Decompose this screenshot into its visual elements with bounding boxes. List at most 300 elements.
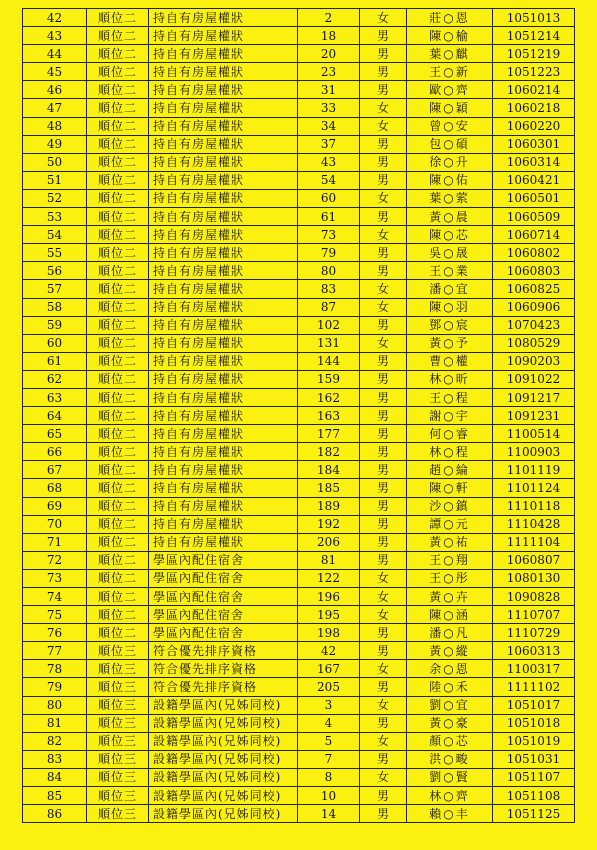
birth-date-cell: 1051223 [493, 63, 575, 81]
priority-level-cell: 順位二 [87, 99, 149, 117]
table-row [23, 696, 575, 714]
student-name-cell: 陳○涵 [407, 606, 493, 624]
category-cell: 設籍學區內(兄姊同校) [149, 696, 298, 714]
category-cell: 持自有房屋權狀 [149, 99, 298, 117]
table-row [23, 805, 575, 823]
priority-level-cell: 順位二 [87, 226, 149, 244]
student-name-cell: 林○昕 [407, 370, 493, 388]
student-name-cell: 陳○軒 [407, 479, 493, 497]
row-number-cell: 46 [23, 81, 87, 99]
row-number-cell: 81 [23, 714, 87, 732]
priority-level-cell: 順位二 [87, 27, 149, 45]
category-cell: 持自有房屋權狀 [149, 63, 298, 81]
priority-level-cell: 順位二 [87, 334, 149, 352]
draw-number-cell: 20 [298, 45, 360, 63]
birth-date-cell: 1060314 [493, 153, 575, 171]
table-row [23, 678, 575, 696]
row-number-cell: 78 [23, 660, 87, 678]
student-name-cell: 賴○丰 [407, 805, 493, 823]
category-cell: 持自有房屋權狀 [149, 45, 298, 63]
gender-cell: 男 [360, 407, 407, 425]
table-row [23, 352, 575, 370]
priority-level-cell: 順位三 [87, 750, 149, 768]
gender-cell: 男 [360, 533, 407, 551]
category-cell: 持自有房屋權狀 [149, 515, 298, 533]
priority-level-cell: 順位二 [87, 189, 149, 207]
row-number-cell: 43 [23, 27, 87, 45]
gender-cell: 男 [360, 171, 407, 189]
table-row [23, 135, 575, 153]
student-name-cell: 徐○升 [407, 153, 493, 171]
birth-date-cell: 1060220 [493, 117, 575, 135]
row-number-cell: 66 [23, 443, 87, 461]
gender-cell: 女 [360, 606, 407, 624]
table-row [23, 189, 575, 207]
priority-level-cell: 順位二 [87, 171, 149, 189]
draw-number-cell: 7 [298, 750, 360, 768]
student-name-cell: 陸○禾 [407, 678, 493, 696]
table-row [23, 515, 575, 533]
gender-cell: 女 [360, 569, 407, 587]
category-cell: 持自有房屋權狀 [149, 9, 298, 27]
student-name-cell: 洪○畯 [407, 750, 493, 768]
row-number-cell: 52 [23, 189, 87, 207]
table-row [23, 208, 575, 226]
birth-date-cell: 1051017 [493, 696, 575, 714]
priority-level-cell: 順位二 [87, 588, 149, 606]
table-row [23, 750, 575, 768]
table-row [23, 569, 575, 587]
student-name-cell: 黃○予 [407, 334, 493, 352]
birth-date-cell: 1091231 [493, 407, 575, 425]
category-cell: 持自有房屋權狀 [149, 443, 298, 461]
draw-number-cell: 43 [298, 153, 360, 171]
draw-number-cell: 184 [298, 461, 360, 479]
category-cell: 持自有房屋權狀 [149, 244, 298, 262]
birth-date-cell: 1070423 [493, 316, 575, 334]
table-row [23, 787, 575, 805]
table-row [23, 45, 575, 63]
priority-level-cell: 順位二 [87, 81, 149, 99]
draw-number-cell: 33 [298, 99, 360, 117]
gender-cell: 男 [360, 461, 407, 479]
gender-cell: 男 [360, 805, 407, 823]
row-number-cell: 58 [23, 298, 87, 316]
category-cell: 學區內配住宿舍 [149, 569, 298, 587]
table-row [23, 660, 575, 678]
draw-number-cell: 196 [298, 588, 360, 606]
priority-level-cell: 順位二 [87, 388, 149, 406]
category-cell: 持自有房屋權狀 [149, 425, 298, 443]
priority-level-cell: 順位二 [87, 153, 149, 171]
enrollment-table [22, 8, 575, 823]
table-row [23, 768, 575, 786]
category-cell: 持自有房屋權狀 [149, 388, 298, 406]
gender-cell: 女 [360, 732, 407, 750]
priority-level-cell: 順位二 [87, 443, 149, 461]
table-row [23, 370, 575, 388]
row-number-cell: 44 [23, 45, 87, 63]
birth-date-cell: 1091217 [493, 388, 575, 406]
category-cell: 持自有房屋權狀 [149, 461, 298, 479]
birth-date-cell: 1051018 [493, 714, 575, 732]
priority-level-cell: 順位二 [87, 479, 149, 497]
gender-cell: 女 [360, 117, 407, 135]
row-number-cell: 80 [23, 696, 87, 714]
birth-date-cell: 1080529 [493, 334, 575, 352]
gender-cell: 男 [360, 81, 407, 99]
row-number-cell: 63 [23, 388, 87, 406]
student-name-cell: 陳○佑 [407, 171, 493, 189]
student-name-cell: 余○恩 [407, 660, 493, 678]
row-number-cell: 60 [23, 334, 87, 352]
birth-date-cell: 1111102 [493, 678, 575, 696]
draw-number-cell: 167 [298, 660, 360, 678]
category-cell: 持自有房屋權狀 [149, 497, 298, 515]
student-name-cell: 譚○元 [407, 515, 493, 533]
gender-cell: 男 [360, 135, 407, 153]
row-number-cell: 62 [23, 370, 87, 388]
table-row [23, 732, 575, 750]
birth-date-cell: 1101124 [493, 479, 575, 497]
priority-level-cell: 順位二 [87, 63, 149, 81]
draw-number-cell: 87 [298, 298, 360, 316]
draw-number-cell: 31 [298, 81, 360, 99]
birth-date-cell: 1060421 [493, 171, 575, 189]
birth-date-cell: 1110428 [493, 515, 575, 533]
draw-number-cell: 192 [298, 515, 360, 533]
birth-date-cell: 1060301 [493, 135, 575, 153]
category-cell: 設籍學區內(兄姊同校) [149, 787, 298, 805]
draw-number-cell: 42 [298, 642, 360, 660]
draw-number-cell: 18 [298, 27, 360, 45]
table-row [23, 443, 575, 461]
student-name-cell: 陳○榆 [407, 27, 493, 45]
category-cell: 設籍學區內(兄姊同校) [149, 805, 298, 823]
table-row [23, 642, 575, 660]
draw-number-cell: 195 [298, 606, 360, 624]
gender-cell: 女 [360, 189, 407, 207]
draw-number-cell: 23 [298, 63, 360, 81]
draw-number-cell: 162 [298, 388, 360, 406]
table-row [23, 298, 575, 316]
student-name-cell: 王○翔 [407, 551, 493, 569]
priority-level-cell: 順位三 [87, 678, 149, 696]
category-cell: 持自有房屋權狀 [149, 153, 298, 171]
birth-date-cell: 1100317 [493, 660, 575, 678]
gender-cell: 男 [360, 551, 407, 569]
birth-date-cell: 1090203 [493, 352, 575, 370]
draw-number-cell: 54 [298, 171, 360, 189]
priority-level-cell: 順位三 [87, 714, 149, 732]
priority-level-cell: 順位二 [87, 515, 149, 533]
row-number-cell: 59 [23, 316, 87, 334]
row-number-cell: 54 [23, 226, 87, 244]
category-cell: 持自有房屋權狀 [149, 117, 298, 135]
category-cell: 持自有房屋權狀 [149, 479, 298, 497]
student-name-cell: 歐○齊 [407, 81, 493, 99]
row-number-cell: 48 [23, 117, 87, 135]
category-cell: 持自有房屋權狀 [149, 171, 298, 189]
gender-cell: 男 [360, 262, 407, 280]
birth-date-cell: 1060313 [493, 642, 575, 660]
student-name-cell: 何○睿 [407, 425, 493, 443]
draw-number-cell: 185 [298, 479, 360, 497]
category-cell: 持自有房屋權狀 [149, 407, 298, 425]
row-number-cell: 86 [23, 805, 87, 823]
table-row [23, 606, 575, 624]
birth-date-cell: 1051214 [493, 27, 575, 45]
priority-level-cell: 順位三 [87, 787, 149, 805]
priority-level-cell: 順位三 [87, 696, 149, 714]
category-cell: 持自有房屋權狀 [149, 189, 298, 207]
gender-cell: 男 [360, 497, 407, 515]
category-cell: 學區內配住宿舍 [149, 624, 298, 642]
row-number-cell: 77 [23, 642, 87, 660]
gender-cell: 女 [360, 660, 407, 678]
category-cell: 學區內配住宿舍 [149, 606, 298, 624]
table-row [23, 226, 575, 244]
row-number-cell: 76 [23, 624, 87, 642]
row-number-cell: 69 [23, 497, 87, 515]
row-number-cell: 74 [23, 588, 87, 606]
table-row [23, 388, 575, 406]
row-number-cell: 68 [23, 479, 87, 497]
student-name-cell: 黃○晨 [407, 208, 493, 226]
table-body [23, 9, 575, 823]
category-cell: 學區內配住宿舍 [149, 588, 298, 606]
category-cell: 持自有房屋權狀 [149, 280, 298, 298]
priority-level-cell: 順位三 [87, 805, 149, 823]
draw-number-cell: 198 [298, 624, 360, 642]
birth-date-cell: 1060509 [493, 208, 575, 226]
birth-date-cell: 1051107 [493, 768, 575, 786]
gender-cell: 女 [360, 696, 407, 714]
gender-cell: 男 [360, 27, 407, 45]
birth-date-cell: 1060501 [493, 189, 575, 207]
category-cell: 設籍學區內(兄姊同校) [149, 732, 298, 750]
student-name-cell: 王○程 [407, 388, 493, 406]
priority-level-cell: 順位三 [87, 642, 149, 660]
row-number-cell: 65 [23, 425, 87, 443]
row-number-cell: 51 [23, 171, 87, 189]
category-cell: 符合優先排序資格 [149, 660, 298, 678]
draw-number-cell: 122 [298, 569, 360, 587]
gender-cell: 女 [360, 588, 407, 606]
row-number-cell: 72 [23, 551, 87, 569]
priority-level-cell: 順位二 [87, 624, 149, 642]
table-row [23, 551, 575, 569]
birth-date-cell: 1090828 [493, 588, 575, 606]
birth-date-cell: 1110729 [493, 624, 575, 642]
table-row [23, 171, 575, 189]
roster-document [22, 8, 574, 823]
gender-cell: 男 [360, 515, 407, 533]
gender-cell: 男 [360, 714, 407, 732]
priority-level-cell: 順位二 [87, 497, 149, 515]
draw-number-cell: 102 [298, 316, 360, 334]
gender-cell: 女 [360, 334, 407, 352]
table-row [23, 244, 575, 262]
table-row [23, 714, 575, 732]
row-number-cell: 50 [23, 153, 87, 171]
priority-level-cell: 順位二 [87, 316, 149, 334]
gender-cell: 男 [360, 443, 407, 461]
table-row [23, 461, 575, 479]
category-cell: 設籍學區內(兄姊同校) [149, 750, 298, 768]
student-name-cell: 陳○芯 [407, 226, 493, 244]
gender-cell: 男 [360, 352, 407, 370]
priority-level-cell: 順位二 [87, 45, 149, 63]
draw-number-cell: 177 [298, 425, 360, 443]
category-cell: 設籍學區內(兄姊同校) [149, 768, 298, 786]
priority-level-cell: 順位二 [87, 135, 149, 153]
gender-cell: 女 [360, 226, 407, 244]
draw-number-cell: 14 [298, 805, 360, 823]
birth-date-cell: 1060807 [493, 551, 575, 569]
student-name-cell: 鄧○宸 [407, 316, 493, 334]
row-number-cell: 75 [23, 606, 87, 624]
category-cell: 符合優先排序資格 [149, 678, 298, 696]
draw-number-cell: 3 [298, 696, 360, 714]
birth-date-cell: 1110118 [493, 497, 575, 515]
birth-date-cell: 1051108 [493, 787, 575, 805]
table-row [23, 153, 575, 171]
draw-number-cell: 10 [298, 787, 360, 805]
gender-cell: 男 [360, 45, 407, 63]
birth-date-cell: 1051031 [493, 750, 575, 768]
row-number-cell: 83 [23, 750, 87, 768]
category-cell: 持自有房屋權狀 [149, 208, 298, 226]
student-name-cell: 林○程 [407, 443, 493, 461]
birth-date-cell: 1051013 [493, 9, 575, 27]
student-name-cell: 顏○芯 [407, 732, 493, 750]
priority-level-cell: 順位二 [87, 208, 149, 226]
category-cell: 持自有房屋權狀 [149, 298, 298, 316]
table-row [23, 316, 575, 334]
row-number-cell: 79 [23, 678, 87, 696]
priority-level-cell: 順位二 [87, 244, 149, 262]
student-name-cell: 潘○宜 [407, 280, 493, 298]
draw-number-cell: 61 [298, 208, 360, 226]
draw-number-cell: 144 [298, 352, 360, 370]
gender-cell: 男 [360, 479, 407, 497]
gender-cell: 男 [360, 370, 407, 388]
draw-number-cell: 131 [298, 334, 360, 352]
draw-number-cell: 2 [298, 9, 360, 27]
category-cell: 持自有房屋權狀 [149, 316, 298, 334]
gender-cell: 男 [360, 63, 407, 81]
draw-number-cell: 182 [298, 443, 360, 461]
priority-level-cell: 順位二 [87, 117, 149, 135]
draw-number-cell: 189 [298, 497, 360, 515]
gender-cell: 女 [360, 99, 407, 117]
priority-level-cell: 順位二 [87, 298, 149, 316]
draw-number-cell: 163 [298, 407, 360, 425]
priority-level-cell: 順位二 [87, 352, 149, 370]
table-row [23, 497, 575, 515]
category-cell: 符合優先排序資格 [149, 642, 298, 660]
row-number-cell: 67 [23, 461, 87, 479]
draw-number-cell: 4 [298, 714, 360, 732]
category-cell: 持自有房屋權狀 [149, 81, 298, 99]
category-cell: 設籍學區內(兄姊同校) [149, 714, 298, 732]
gender-cell: 男 [360, 750, 407, 768]
row-number-cell: 45 [23, 63, 87, 81]
table-row [23, 27, 575, 45]
table-row [23, 262, 575, 280]
student-name-cell: 謝○宇 [407, 407, 493, 425]
birth-date-cell: 1051125 [493, 805, 575, 823]
gender-cell: 男 [360, 787, 407, 805]
row-number-cell: 61 [23, 352, 87, 370]
student-name-cell: 莊○恩 [407, 9, 493, 27]
row-number-cell: 55 [23, 244, 87, 262]
row-number-cell: 85 [23, 787, 87, 805]
birth-date-cell: 1051019 [493, 732, 575, 750]
category-cell: 持自有房屋權狀 [149, 27, 298, 45]
student-name-cell: 潘○凡 [407, 624, 493, 642]
table-row [23, 334, 575, 352]
gender-cell: 男 [360, 425, 407, 443]
student-name-cell: 黃○卉 [407, 588, 493, 606]
table-row [23, 533, 575, 551]
student-name-cell: 葉○萦 [407, 189, 493, 207]
draw-number-cell: 83 [298, 280, 360, 298]
student-name-cell: 曹○權 [407, 352, 493, 370]
priority-level-cell: 順位二 [87, 606, 149, 624]
draw-number-cell: 79 [298, 244, 360, 262]
category-cell: 持自有房屋權狀 [149, 370, 298, 388]
student-name-cell: 包○碩 [407, 135, 493, 153]
student-name-cell: 吳○晟 [407, 244, 493, 262]
birth-date-cell: 1100903 [493, 443, 575, 461]
draw-number-cell: 159 [298, 370, 360, 388]
table-row [23, 280, 575, 298]
birth-date-cell: 1100514 [493, 425, 575, 443]
student-name-cell: 黃○豪 [407, 714, 493, 732]
row-number-cell: 57 [23, 280, 87, 298]
student-name-cell: 陳○穎 [407, 99, 493, 117]
priority-level-cell: 順位三 [87, 732, 149, 750]
table-row [23, 425, 575, 443]
student-name-cell: 沙○鎮 [407, 497, 493, 515]
student-name-cell: 陳○羽 [407, 298, 493, 316]
birth-date-cell: 1060803 [493, 262, 575, 280]
table-row [23, 81, 575, 99]
row-number-cell: 71 [23, 533, 87, 551]
category-cell: 持自有房屋權狀 [149, 352, 298, 370]
table-row [23, 117, 575, 135]
row-number-cell: 42 [23, 9, 87, 27]
gender-cell: 男 [360, 208, 407, 226]
birth-date-cell: 1080130 [493, 569, 575, 587]
gender-cell: 女 [360, 768, 407, 786]
gender-cell: 男 [360, 244, 407, 262]
category-cell: 持自有房屋權狀 [149, 135, 298, 153]
gender-cell: 男 [360, 316, 407, 334]
priority-level-cell: 順位三 [87, 768, 149, 786]
table-row [23, 99, 575, 117]
birth-date-cell: 1060906 [493, 298, 575, 316]
draw-number-cell: 60 [298, 189, 360, 207]
gender-cell: 女 [360, 9, 407, 27]
student-name-cell: 黃○縱 [407, 642, 493, 660]
row-number-cell: 53 [23, 208, 87, 226]
gender-cell: 男 [360, 388, 407, 406]
priority-level-cell: 順位二 [87, 407, 149, 425]
draw-number-cell: 8 [298, 768, 360, 786]
